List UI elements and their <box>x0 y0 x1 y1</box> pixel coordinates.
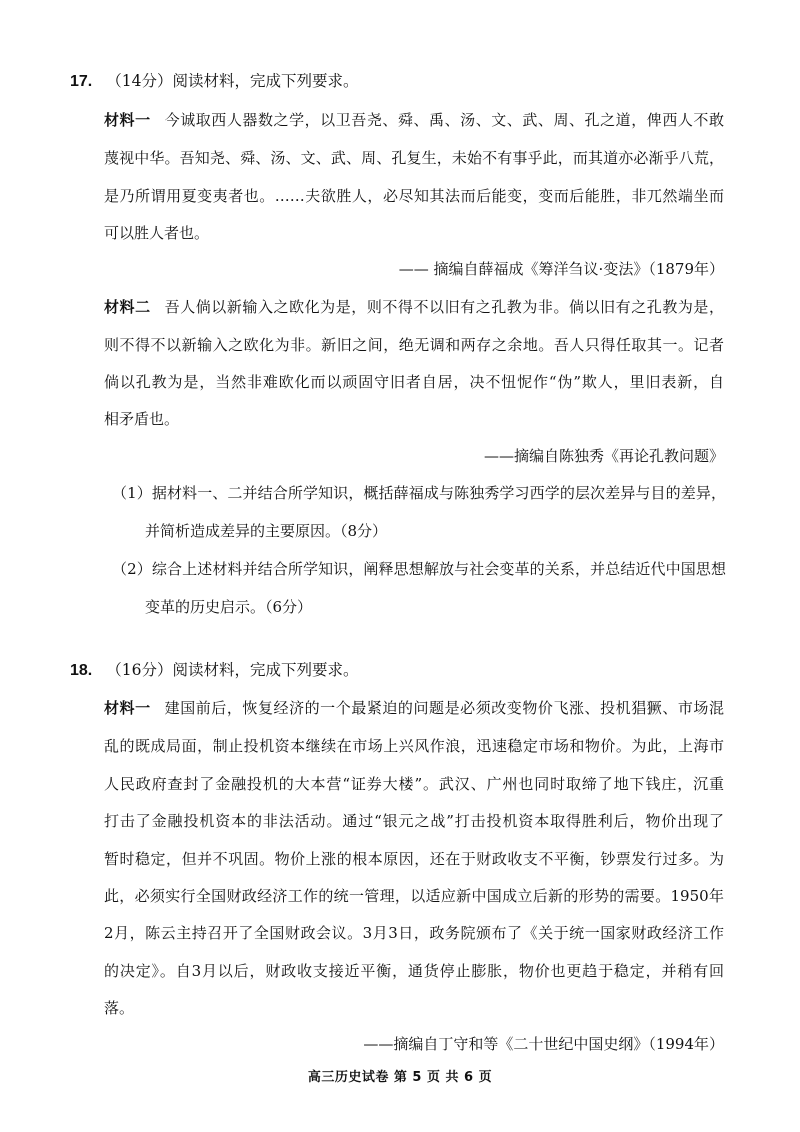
q17-m1-text-2: 蔑视中华。吾知尧、舜、汤、文、武、周、孔复生，未始不有事乎此，而其道亦必渐乎八荒， <box>104 149 724 167</box>
q17-material1-line1 <box>104 110 724 130</box>
q17-m2-text-2: 则不得不以新输入之欧化为非。新旧之间，绝无调和两存之余地。吾人只得任取其一。记者 <box>104 336 724 354</box>
q17-head-text: （14分）阅读材料，完成下列要求。 <box>106 72 359 90</box>
q17-number: 17. <box>70 73 93 90</box>
q18-m1-source: ——摘编自丁守和等《二十世纪中国史纲》（1994年） <box>363 1035 724 1053</box>
q17-sub2-line1: （2）综合上述材料并结合所学知识，阐释思想解放与社会变革的关系，并总结近代中国思想 <box>112 560 726 578</box>
q18-m1-text-2: 乱的既成局面，制止投机资本继续在市场上兴风作浪，迅速稳定市场和物价。为此，上海市 <box>104 737 724 755</box>
q18-m1-text-7: 2月，陈云主持召开了全国财政会议。3月3日，政务院颁布了《关于统一国家财政经济工作 <box>104 924 724 942</box>
q17-m2-text-1: 吾人倘以新输入之欧化为是，则不得不以旧有之孔教为非。倘以旧有之孔教为是， <box>164 298 724 316</box>
q17-material2-line1 <box>104 297 724 317</box>
q17-m2-source: ——摘编自陈独秀《再论孔教问题》 <box>483 447 724 465</box>
q18-m1-text-5: 暂时稳定，但并不巩固。物价上涨的根本原因，还在于财政收支不平衡，钞票发行过多。为 <box>104 850 724 868</box>
q18-m1-text-3: 人民政府查封了金融投机的大本营“证券大楼”。武汉、广州也同时取缔了地下钱庄，沉重 <box>104 775 724 793</box>
q17-sub1-line2: 并简析造成差异的主要原因。（8分） <box>145 522 388 540</box>
q18-m1-text-6: 此，必须实行全国财政经济工作的统一管理，以适应新中国成立后新的形势的需要。1950年 <box>104 887 724 905</box>
q18-m1-text-4: 打击了金融投机资本的非法活动。通过“银元之战”打击投机资本取得胜利后，物价出现了 <box>104 812 724 830</box>
q18-heading <box>70 660 358 681</box>
q18-material1-line1 <box>104 698 724 718</box>
q17-material2-label: 材料二 <box>104 298 151 316</box>
q18-material1-label: 材料一 <box>104 699 151 717</box>
q18-m1-text-8: 的决定》。自3月以后，财政收支接近平衡，通货停止膨胀，物价也更趋于稳定，并稍有回 <box>104 962 724 980</box>
q17-heading <box>70 71 358 92</box>
q18-number: 18. <box>70 662 93 679</box>
q17-m2-text-4: 相矛盾也。 <box>104 410 180 428</box>
q18-m1-text-9: 落。 <box>104 999 135 1017</box>
q17-material1-label: 材料一 <box>104 111 151 129</box>
q17-m1-text-1: 今诚取西人器数之学，以卫吾尧、舜、禹、汤、文、武、周、孔之道，俾西人不敢 <box>164 111 724 129</box>
q17-m1-text-4: 可以胜人者也。 <box>104 224 210 242</box>
q18-head-text: （16分）阅读材料，完成下列要求。 <box>106 661 359 679</box>
q18-m1-text-1: 建国前后，恢复经济的一个最紧迫的问题是必须改变物价飞涨、投机猖獗、市场混 <box>164 699 724 717</box>
q17-sub2-line2: 变革的历史启示。（6分） <box>145 598 313 616</box>
page-footer: 高三历史试卷 第 5 页 共 6 页 <box>307 1070 493 1085</box>
q17-sub1-line1: （1）据材料一、二并结合所学知识，概括薛福成与陈独秀学习西学的层次差异与目的差异， <box>112 484 726 502</box>
q17-m1-source: —— 摘编自薛福成《筹洋刍议·变法》（1879年） <box>398 260 724 278</box>
q17-m1-text-3: 是乃所谓用夏变夷者也。……夫欲胜人，必尽知其法而后能变，变而后能胜，非兀然端坐而 <box>104 187 724 205</box>
q17-m2-text-3: 倘以孔教为是，当然非难欧化而以顽固守旧者自居，决不忸怩作“伪”欺人，里旧表新，自 <box>104 373 724 391</box>
